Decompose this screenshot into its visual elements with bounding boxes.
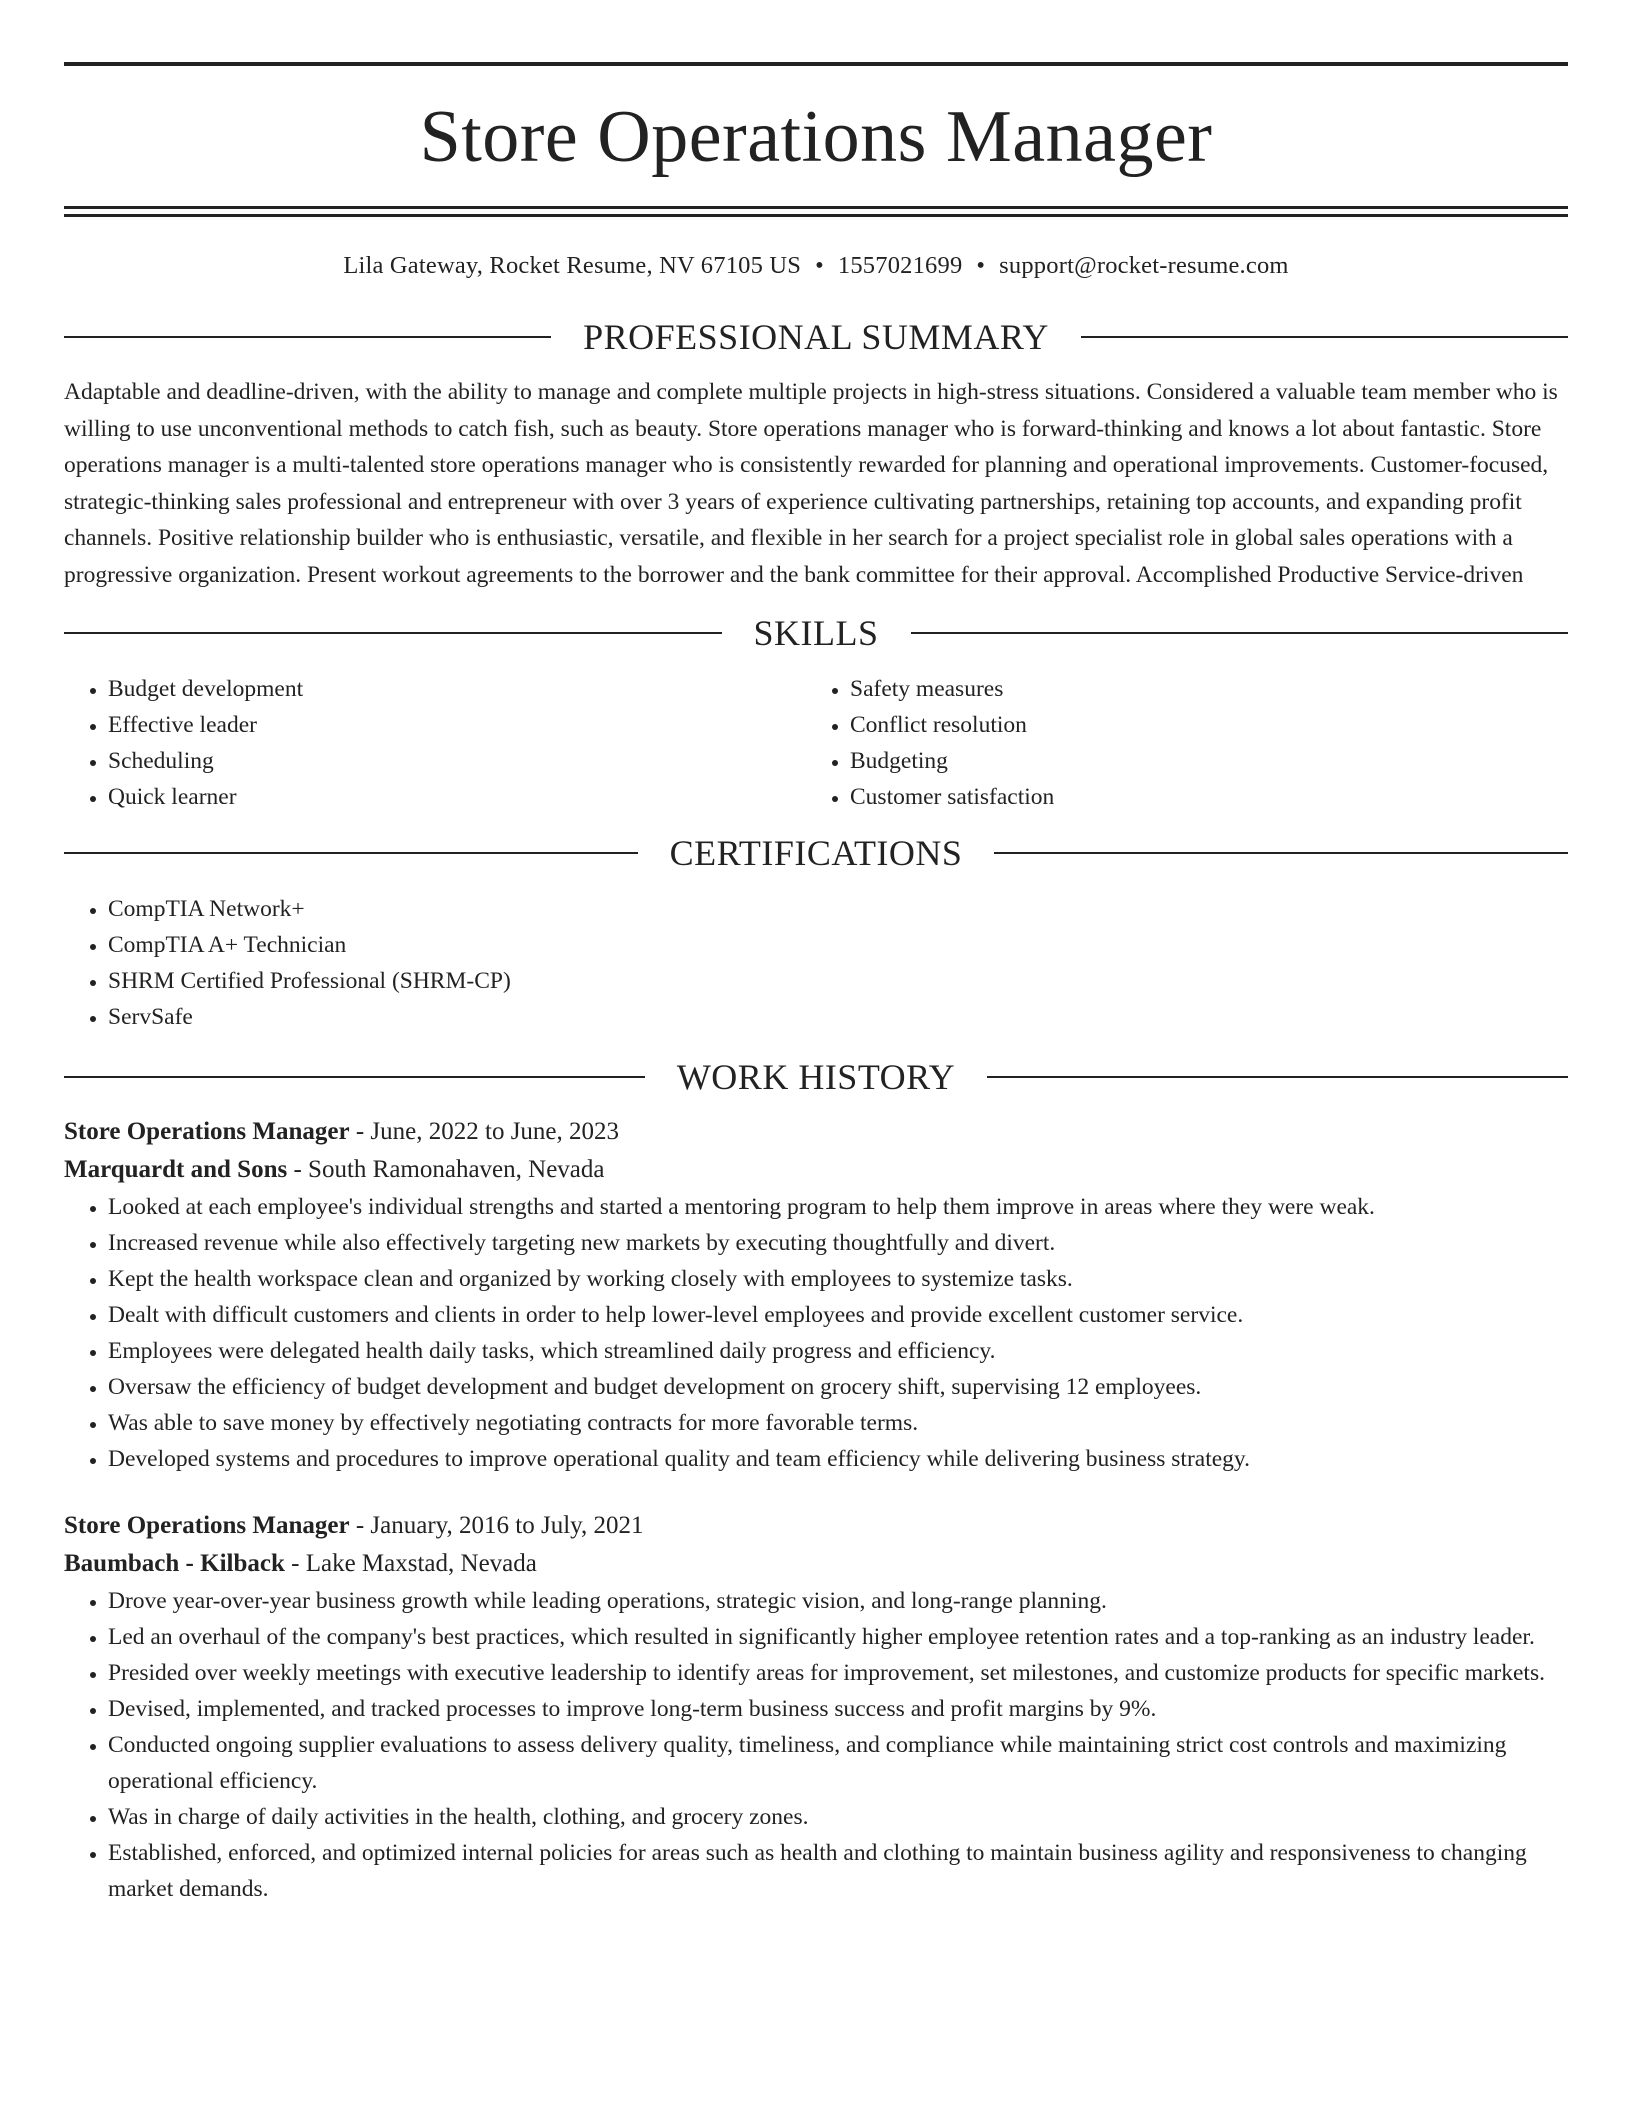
job-bullet: • Employees were delegated health daily tasks, which streamlined daily progress and efficiency. [108,1333,1568,1369]
certifications-list [64,891,1568,1035]
skills-heading-label: SKILLS [753,613,879,653]
job-entry [64,1507,1568,1907]
skill-item: • Conflict resolution [850,707,1548,743]
contact-line [64,251,1568,281]
work-history-heading-label: WORK HISTORY [676,1057,956,1097]
skill-item: • Effective leader [108,707,806,743]
job-bullet: • Was in charge of daily activities in the health, clothing, and grocery zones. [108,1799,1568,1835]
job-bullet: • Increased revenue while also effectively targeting new markets by executing thoughtfully and divert. [108,1225,1568,1261]
heading-rule-left [64,852,638,854]
job-bullet: • Established, enforced, and optimized internal policies for areas such as health and clothing to maintain business agility and responsiveness to changing market demands. [108,1835,1568,1907]
job-entry [64,1113,1568,1477]
skill-item: • Budget development [108,671,806,707]
heading-rule-right [911,632,1569,634]
job-bullet: • Developed systems and procedures to improve operational quality and team efficiency while delivering business strategy. [108,1441,1568,1477]
job-location: - South Ramonahaven, Nevada [287,1156,605,1183]
heading-rule-right [994,852,1568,854]
skill-item: • Customer satisfaction [850,779,1548,815]
job-bullet: • Kept the health workspace clean and organized by working closely with employees to systemize tasks. [108,1261,1568,1297]
certification-item: • ServSafe [108,999,1568,1035]
contact-email[interactable]: support@rocket-resume.com [999,252,1289,279]
resume-title: Store Operations Manager [419,96,1213,178]
job-bullet: • Conducted ongoing supplier evaluations to assess delivery quality, timeliness, and compliance while maintaining strict cost controls and maximizing operational efficiency. [108,1727,1568,1799]
certification-item: • SHRM Certified Professional (SHRM-CP) [108,963,1568,999]
resume-page [64,62,1568,1907]
heading-rule-right [1081,336,1568,338]
job-title-line [64,1507,1568,1545]
skills-heading [64,613,1568,653]
heading-rule-right [987,1076,1568,1078]
heading-rule-left [64,632,722,634]
job-location: - Lake Maxstad, Nevada [284,1550,537,1577]
job-bullets [64,1189,1568,1477]
job-dates: - June, 2022 to June, 2023 [349,1118,620,1145]
job-company-line [64,1545,1568,1583]
skills-column-left [64,671,806,815]
skills-list-right [806,671,1548,815]
job-bullet: • Devised, implemented, and tracked processes to improve long-term business success and profit margins by 9%. [108,1691,1568,1727]
job-title: Store Operations Manager [64,1118,350,1145]
summary-heading [64,317,1568,357]
job-company: Baumbach - Kilback [64,1550,285,1577]
certifications-heading [64,833,1568,873]
skill-item: • Safety measures [850,671,1548,707]
summary-heading-label: PROFESSIONAL SUMMARY [583,317,1049,357]
skills-column-right [806,671,1548,815]
job-title: Store Operations Manager [64,1512,350,1539]
job-bullet: • Dealt with difficult customers and clients in order to help lower-level employees and provide excellent customer service. [108,1297,1568,1333]
work-history-heading [64,1057,1568,1097]
job-bullet: • Oversaw the efficiency of budget development and budget development on grocery shift, supervising 12 employees. [108,1369,1568,1405]
certification-item: • CompTIA A+ Technician [108,927,1568,963]
certification-item: • CompTIA Network+ [108,891,1568,927]
job-dates: - January, 2016 to July, 2021 [349,1512,644,1539]
top-rule [64,62,1568,66]
contact-separator: • [815,252,824,279]
job-bullets [64,1583,1568,1907]
job-title-line [64,1113,1568,1151]
job-bullet: • Drove year-over-year business growth while leading operations, strategic vision, and long-range planning. [108,1583,1568,1619]
job-company-line [64,1151,1568,1189]
contact-separator: • [976,252,986,279]
job-bullet: • Was able to save money by effectively negotiating contracts for more favorable terms. [108,1405,1568,1441]
double-rule [64,206,1568,217]
skill-item: • Budgeting [850,743,1548,779]
job-bullet: • Presided over weekly meetings with executive leadership to identify areas for improvement, set milestones, and customize products for specific markets. [108,1655,1568,1691]
skill-item: • Scheduling [108,743,806,779]
job-company: Marquardt and Sons [64,1156,288,1183]
heading-rule-left [64,336,551,338]
skills-list-left [64,671,806,815]
certifications-heading-label: CERTIFICATIONS [669,833,963,873]
skills-grid [64,671,1568,815]
job-bullet: • Looked at each employee's individual strengths and started a mentoring program to help them improve in areas where they were weak. [108,1189,1568,1225]
job-bullet: • Led an overhaul of the company's best practices, which resulted in significantly higher employee retention rates and a top-ranking as an industry leader. [108,1619,1568,1655]
skill-item: • Quick learner [108,779,806,815]
summary-text: Adaptable and deadline-driven, with the ability to manage and complete multiple projects in high-stress situations. Considered a valuable team member who is willing to use unconventional methods to catch fish, such as beauty. Store operations manager who is forward-thinking and knows a lot about fantastic. Store operations manager is a multi-talented store operations manager who is consistently rewarded for planning and operational improvements. Customer-focused, strategic-thinking sales professional and entrepreneur with over 3 years of experience cultivating partnerships, retaining top accounts, and expanding profit channels. Positive relationship builder who is enthusiastic, versatile, and flexible in her search for a project specialist role in global sales operations with a progressive organization. Present workout agreements to the borrower and the bank committee for their approval. Accomplished Productive Service-driven [64,379,1558,588]
heading-rule-left [64,1076,645,1078]
contact-address: Lila Gateway, Rocket Resume, NV 67105 US [343,252,802,279]
contact-phone: 1557021699 [837,252,963,279]
